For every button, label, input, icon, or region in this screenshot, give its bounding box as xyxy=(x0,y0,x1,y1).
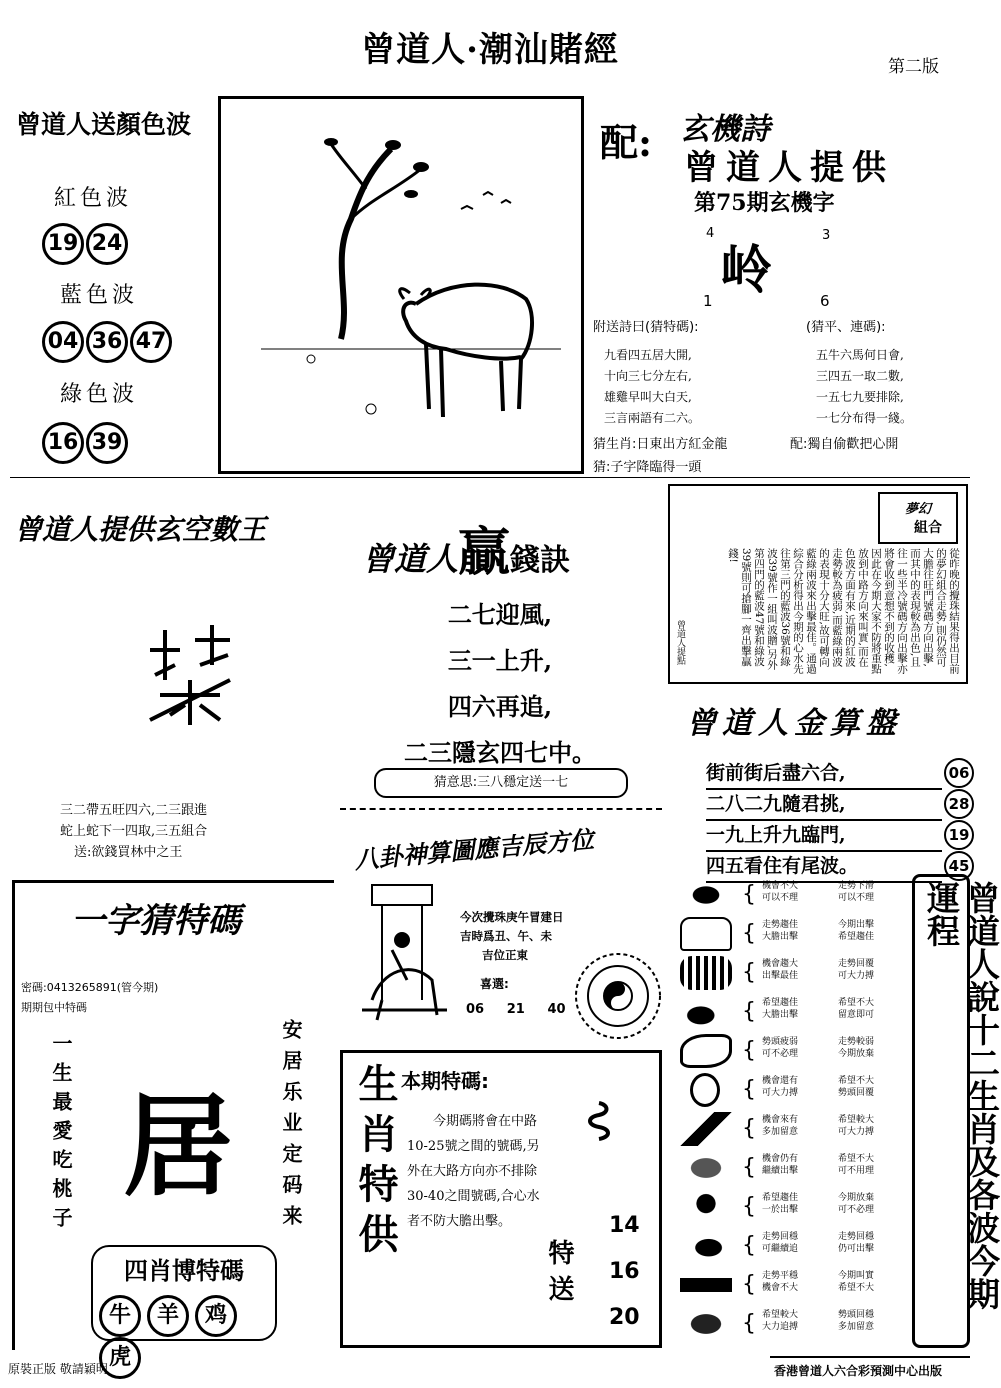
fortune-text: 大膽出擊 xyxy=(762,932,799,942)
ox-illustration-frame xyxy=(218,96,584,474)
fortune-cell xyxy=(838,919,898,943)
dream-title-a: 夢幻 xyxy=(904,502,931,517)
bracket: { xyxy=(742,1311,756,1336)
goat-icon xyxy=(680,1151,732,1185)
fortune-text: 勢頭回覆 xyxy=(838,1088,875,1098)
fortune-row xyxy=(680,993,910,1032)
monkey-icon xyxy=(680,1190,732,1224)
fortune-text: 大膽出擊 xyxy=(762,1010,799,1020)
one-char-big: 居 xyxy=(123,1082,233,1211)
xuankong-glyph xyxy=(140,620,240,730)
one-char-right-col: 安居乐业定码来 xyxy=(279,1019,303,1236)
dream-signature: 曾道人提點 xyxy=(675,620,685,665)
fortune-text: 希望較大 xyxy=(762,1310,799,1320)
fortune-cell xyxy=(762,997,822,1021)
number-ball: 47 xyxy=(130,321,172,363)
poem-prefix: 配: xyxy=(600,120,653,165)
fortune-row xyxy=(680,1188,910,1227)
fortune-text: 走勢平穩 xyxy=(762,1271,799,1281)
win-lines xyxy=(370,592,630,776)
fortune-text: 機會不大 xyxy=(762,881,799,891)
fortune-text: 可大力搏 xyxy=(838,971,875,981)
bracket: { xyxy=(742,1233,756,1258)
poem-line: 一五七九要排除, xyxy=(816,390,904,404)
fortune-row xyxy=(680,954,910,993)
fortune-text: 今期出擊 xyxy=(838,920,875,930)
xuankong-title: 曾道人提供玄空數王 xyxy=(14,513,267,546)
fortune-text: 希望趨佳 xyxy=(762,998,799,1008)
issue-label: 第75期玄機字 xyxy=(694,190,835,216)
fortune-text: 可不必理 xyxy=(838,1205,875,1215)
corner-digit-tl: 4 xyxy=(706,226,715,241)
fortune-cell xyxy=(762,1075,822,1099)
fortune-cell xyxy=(838,1309,898,1333)
fortune-text: 可不必理 xyxy=(762,1049,799,1059)
fortune-text: 希望趨佳 xyxy=(762,1193,799,1203)
fortune-cell xyxy=(762,1270,822,1294)
number-ball: 19 xyxy=(42,223,84,265)
calc-row xyxy=(706,758,970,790)
fortune-text: 希望不大 xyxy=(838,1283,875,1293)
tiger-icon xyxy=(680,956,732,990)
fortune-cell xyxy=(762,1153,822,1177)
zodiac-item: 鸡 xyxy=(195,1295,237,1337)
sub-label: 期期包中特碼 xyxy=(21,1001,87,1014)
four-zodiac-items xyxy=(99,1295,275,1379)
corner-digit-br: 6 xyxy=(820,292,830,310)
fortune-text: 機會趨大 xyxy=(762,959,799,969)
bracket: { xyxy=(742,1194,756,1219)
calc-text: 一九上升九臨門, xyxy=(706,824,846,846)
masthead-title: 曾道人·潮汕賭經 xyxy=(361,30,619,70)
one-char-left-col: 一生最愛吃桃子 xyxy=(49,1033,73,1236)
archer-rider-icon xyxy=(352,880,452,1030)
number-ball: 24 xyxy=(86,223,128,265)
fortune-text: 走勢回穩 xyxy=(762,1232,799,1242)
fortune-text: 今期放棄 xyxy=(838,1193,875,1203)
fortune-text: 今期放棄 xyxy=(838,1049,875,1059)
fortune-text: 走勢較弱 xyxy=(838,1037,875,1047)
poem-line: 三言兩語有二六。 xyxy=(604,411,701,425)
dream-title-b: 組合 xyxy=(914,520,942,536)
number-ball: 39 xyxy=(86,422,128,464)
poem-match: 配:獨自偷歡把心開 xyxy=(790,437,899,452)
rooster-icon xyxy=(680,1229,732,1263)
fortune-text: 留意即可 xyxy=(838,1010,875,1020)
poem-provider: 曾道人提供 xyxy=(684,148,894,188)
win-line: 二三隱玄四七中。 xyxy=(404,738,596,767)
fortune-text: 可以不理 xyxy=(762,893,799,903)
calc-text: 四五看住有尾波。 xyxy=(706,855,859,877)
bagua-line: 今次攪珠庚午冒建日 xyxy=(460,910,564,924)
fortune-row xyxy=(680,1305,910,1344)
fortune-text: 希望趨佳 xyxy=(838,932,875,942)
fortune-row xyxy=(680,1032,910,1071)
fortune-cell xyxy=(838,958,898,982)
calc-row xyxy=(706,820,970,852)
win-line: 二七迎風, xyxy=(447,600,553,629)
color-wave-title: 曾道人送顏色波 xyxy=(16,110,192,139)
fortune-text: 多加留意 xyxy=(762,1127,799,1137)
bracket: { xyxy=(742,921,756,946)
corner-digit-bl: 1 xyxy=(703,292,713,310)
fortune-cell xyxy=(838,1075,898,1099)
zodiac-special-heading: 本期特碼: xyxy=(401,1069,489,1093)
fortune-cell xyxy=(762,1309,822,1333)
fortune-cell xyxy=(838,1153,898,1177)
fortune-text: 希望較大 xyxy=(838,1115,875,1125)
fortune-cell xyxy=(838,997,898,1021)
bagua-line: 吉位正東 xyxy=(482,948,528,962)
fortune-text: 勢頭回穩 xyxy=(838,1310,875,1320)
red-wave-numbers xyxy=(42,223,130,265)
calc-text: 街前街后盡六合, xyxy=(706,762,846,784)
poem-left-lines xyxy=(604,345,784,429)
red-wave-label: 紅色波 xyxy=(54,186,133,211)
fortune-text: 可以不理 xyxy=(838,893,875,903)
bagua-lines xyxy=(460,908,564,965)
poem-right-heading: (猜平、連碼): xyxy=(806,320,886,335)
fortune-text: 仍可出擊 xyxy=(838,1244,875,1254)
zodiac-special-body: 今期碼將會在中路10-25號之間的號碼,另外在大路方向亦不排除30-40之間號碼,合心水者不防大膽出擊。 xyxy=(407,1114,540,1229)
dragon-icon xyxy=(680,1034,732,1068)
color-wave-panel xyxy=(12,95,212,475)
blue-wave-numbers xyxy=(42,321,174,363)
fortune-cell xyxy=(838,1231,898,1255)
fortune-text: 機會還有 xyxy=(762,1076,799,1086)
win-title-b: 贏 xyxy=(458,522,511,583)
fortune-text: 多加留意 xyxy=(838,1322,875,1332)
footer-rule xyxy=(770,1356,970,1358)
bracket: { xyxy=(742,999,756,1024)
fortune-text: 希望不大 xyxy=(838,1154,875,1164)
fortune-text: 機會來有 xyxy=(762,1115,799,1125)
fortune-row xyxy=(680,1149,910,1188)
fortune-cell xyxy=(762,1231,822,1255)
win-line: 四六再追, xyxy=(447,692,553,721)
zodiac-item: 牛 xyxy=(99,1295,141,1337)
poem-line: 九看四五居大開, xyxy=(604,348,692,362)
horse-icon xyxy=(680,1112,732,1146)
zodiac-special-number: 16 xyxy=(609,1259,640,1284)
fortune-text: 可不用理 xyxy=(838,1166,875,1176)
fortune-text: 走勢回穩 xyxy=(838,1232,875,1242)
zodiac-special-numbers xyxy=(609,1203,640,1341)
poem-line: 十向三七分左右, xyxy=(604,369,692,383)
number-ball: 36 xyxy=(86,321,128,363)
dream-text: 從昨晚的攪珠結果得出目前的夢幻組合走勢,則仍然可大膽往旺門號碼方向出擊,而其中的表現較為出色,且往一些半冷號碼方向出擊亦將會收到意想不到的收穫,因此在今期大家不防將重點放到中路方向來叫實,而在色波方面有來,近期的紅波走勢較為疲弱,而藍綠兩波的表現十分大旺,故可轉向藍綠兩波來出擊最佳。通過綜合分析得出今期的心水先往第三門的藍波36號和綠波39號作一組叫波贈,另外第四門的藍波47號和綠波39號則可搶腳一齊出擊贏錢! xyxy=(727,548,960,674)
fortune-text: 可大力搏 xyxy=(762,1088,799,1098)
poem-line: 一七分布得一綫。 xyxy=(816,411,913,425)
ox-icon xyxy=(680,917,732,951)
xuankong-line: 三二帶五旺四六,二三跟進 xyxy=(60,803,208,818)
fortune-row xyxy=(680,915,910,954)
fortune-cell xyxy=(838,1114,898,1138)
bagua-select-label: 喜選: xyxy=(480,977,509,991)
bagua-number: 40 xyxy=(547,1002,566,1017)
fortune-row xyxy=(680,876,910,915)
four-zodiac-box xyxy=(91,1245,277,1370)
fortune-cell xyxy=(838,880,898,904)
fortune-text: 大力追搏 xyxy=(762,1322,799,1332)
pig-icon xyxy=(680,1307,732,1341)
fortune-row xyxy=(680,1110,910,1149)
fortune-text: 出擊最佳 xyxy=(762,971,799,981)
poem-line: 雄雞早叫大白天, xyxy=(604,390,692,404)
poem-guess: 猜:子字降臨得一頭 xyxy=(593,460,702,475)
rabbit-icon xyxy=(680,995,732,1029)
bagua-title: 八卦神算圖應吉辰方位 xyxy=(353,824,595,875)
fortune-cell xyxy=(762,1114,822,1138)
fortune-text: 希望不大 xyxy=(838,998,875,1008)
number-ball: 04 xyxy=(42,321,84,363)
fortune-text: 勢頭疲弱 xyxy=(762,1037,799,1047)
bagua-numbers xyxy=(466,1002,566,1017)
fortune-cell xyxy=(762,1192,822,1216)
xuankong-line: 蛇上蛇下一四取,三五組合 xyxy=(60,824,208,839)
fortune-text: 繼續出擊 xyxy=(762,1166,799,1176)
bracket: { xyxy=(742,1116,756,1141)
calc-row xyxy=(706,789,970,821)
green-wave-numbers xyxy=(42,422,130,464)
win-hint: 猜意思:三八穩定送一七 xyxy=(374,768,628,798)
fortune-row xyxy=(680,1071,910,1110)
blue-wave-label: 藍色波 xyxy=(60,283,139,308)
calc-title: 曾道人金算盤 xyxy=(686,706,902,741)
fortune-cell xyxy=(838,1036,898,1060)
fortune-text: 機會仍有 xyxy=(762,1154,799,1164)
footer-left: 原裝正版 敬請穎明 xyxy=(8,1362,108,1376)
calc-text: 二八二九隨君挑, xyxy=(706,793,846,815)
win-title-c: 錢訣 xyxy=(510,543,571,578)
bagua-line: 吉時爲丑、午、未 xyxy=(460,929,552,943)
fortune-row xyxy=(680,1266,910,1305)
poem-title: 玄機詩 xyxy=(680,112,770,147)
bagua-number: 21 xyxy=(506,1002,525,1017)
one-char-title: 一字猜特碼 xyxy=(71,901,241,941)
calc-number: 28 xyxy=(944,789,974,819)
fortune-cell xyxy=(762,1036,822,1060)
bracket: { xyxy=(742,1155,756,1180)
fortune-text: 可大力搏 xyxy=(838,1127,875,1137)
code-label: 密碼:0413265891(管今期) xyxy=(21,981,159,994)
poem-line: 三四五一取二數, xyxy=(816,369,904,383)
bagua-number: 06 xyxy=(466,1002,485,1017)
zodiac-guess: 猜生肖:日東出方紅金龍 xyxy=(593,437,728,452)
fortune-cell xyxy=(838,1192,898,1216)
calc-number: 06 xyxy=(944,758,974,788)
win-title xyxy=(362,510,570,585)
fortune-text: 可繼續追 xyxy=(762,1244,799,1254)
bracket: { xyxy=(742,882,756,907)
rat-icon xyxy=(680,878,732,912)
green-wave-label: 綠色波 xyxy=(60,382,139,407)
fortune-cell xyxy=(838,1270,898,1294)
bagua-compass-icon xyxy=(572,950,664,1042)
bagua-divider xyxy=(340,808,662,810)
dream-panel xyxy=(668,484,968,684)
fortune-cell xyxy=(762,958,822,982)
bracket: { xyxy=(742,1272,756,1297)
calc-number: 45 xyxy=(944,851,974,881)
corner-digit-tr: 3 xyxy=(822,228,831,243)
zodiac-special-number: 20 xyxy=(609,1305,640,1330)
zodiac-item: 羊 xyxy=(147,1295,189,1337)
bracket: { xyxy=(742,960,756,985)
number-ball: 16 xyxy=(42,422,84,464)
fortune-text: 今期叫實 xyxy=(838,1271,875,1281)
zodiac-special-send-label: 特送 xyxy=(544,1239,574,1311)
win-title-a: 曾道人 xyxy=(362,540,459,578)
edition-label: 第二版 xyxy=(888,57,939,77)
fortune-text: 走勢趨佳 xyxy=(762,920,799,930)
dog-icon xyxy=(680,1268,732,1302)
ox-tree-illustration xyxy=(221,99,581,471)
zodiac-special-panel xyxy=(340,1050,662,1348)
poem-big-char: 岭 xyxy=(720,240,781,301)
zodiac-special-side-title: 生肖特供 xyxy=(352,1063,399,1263)
bracket: { xyxy=(742,1077,756,1102)
fortune-side-title-box xyxy=(912,874,1001,1348)
poem-right-lines xyxy=(816,345,966,429)
fortune-row xyxy=(680,1227,910,1266)
fortune-text: 機會不大 xyxy=(762,1283,799,1293)
win-line: 三一上升, xyxy=(447,646,553,675)
fortune-text: 希望不大 xyxy=(838,1076,875,1086)
fortune-text: 走勢下滑 xyxy=(838,881,875,891)
fortune-cell xyxy=(762,919,822,943)
poem-left-heading: 附送詩曰(猜特碼): xyxy=(593,320,699,335)
snake-icon xyxy=(690,1073,720,1107)
zodiac-special-number: 14 xyxy=(609,1213,640,1238)
four-zodiac-title: 四肖博特碼 xyxy=(124,1256,244,1285)
zodiac-item: 虎 xyxy=(99,1337,141,1379)
calc-number: 19 xyxy=(944,820,974,850)
fortune-side-title: 曾道人說十二生肖及各波今期運程 xyxy=(922,881,1001,1310)
fortune-text: 走勢回覆 xyxy=(838,959,875,969)
poem-line: 五牛六馬何日會, xyxy=(816,348,904,362)
xuankong-line: 送:欲錢買林中之王 xyxy=(74,845,183,860)
footer-right: 香港曾道人六合彩預測中心出版 xyxy=(774,1364,943,1378)
snake-icon xyxy=(579,1099,619,1143)
fortune-cell xyxy=(762,880,822,904)
dream-title-box xyxy=(878,492,958,544)
xuankong-lines xyxy=(60,800,330,863)
divider xyxy=(10,477,970,478)
bracket: { xyxy=(742,1038,756,1063)
fortune-text: 一於出擊 xyxy=(762,1205,799,1215)
